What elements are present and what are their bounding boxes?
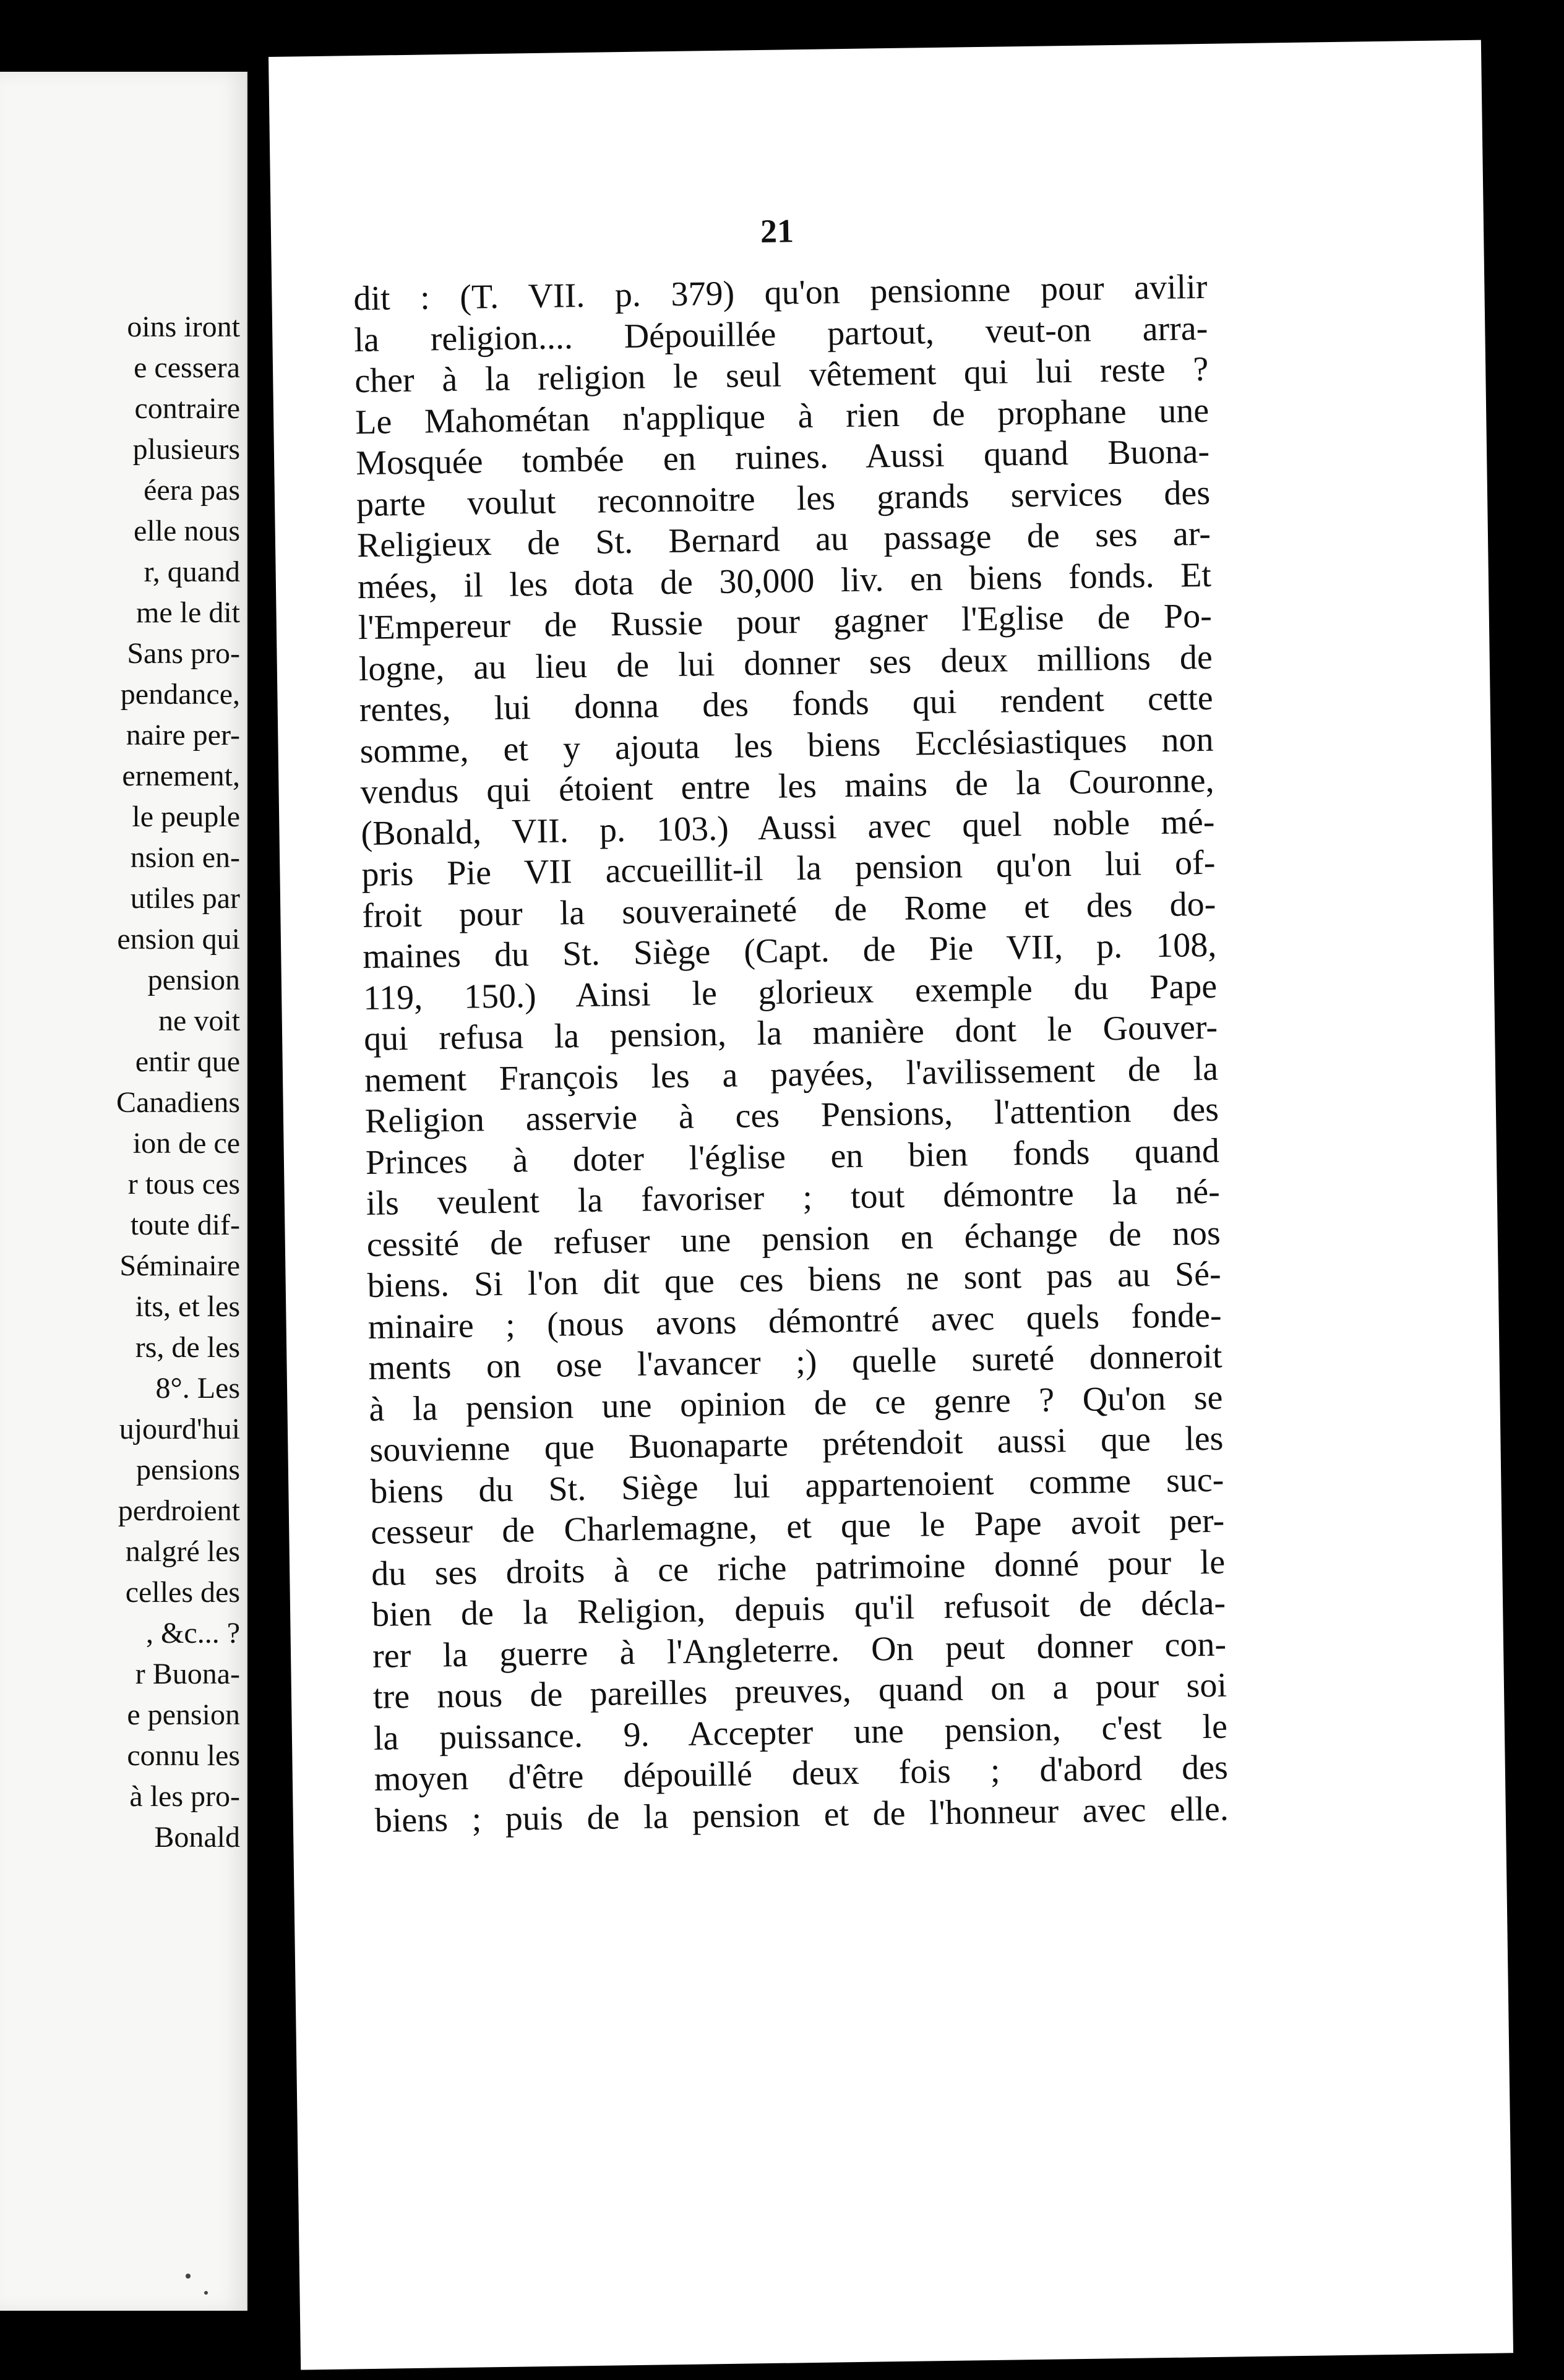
text-line: logne, au lieu de lui donner ses deux millions de	[358, 638, 1213, 688]
text-line: Le Mahométan n'applique à rien de prophane une	[354, 391, 1210, 442]
left-page-line: à les pro-	[129, 1780, 240, 1813]
left-page-line: oins iront	[127, 310, 240, 343]
left-page-line: Séminaire	[119, 1249, 240, 1282]
text-line: vendus qui étoient entre les mains de la Couronne,	[360, 761, 1214, 812]
left-page-line: ion de ce	[132, 1127, 240, 1160]
left-page-line: r tous ces	[127, 1168, 240, 1201]
text-line: bien de la Religion, depuis qu'il refusoit de décla-	[371, 1583, 1226, 1634]
left-page-line: ujourd'hui	[119, 1413, 240, 1445]
left-page-line: pension	[147, 964, 240, 996]
left-page-line: utiles par	[130, 882, 240, 915]
text-line: qui refusa la pension, la manière dont le Gouver-	[363, 1008, 1218, 1058]
left-page-line: Canadiens	[116, 1086, 240, 1119]
left-page-line: r Buona-	[135, 1658, 240, 1690]
left-page-line: toute dif-	[130, 1209, 240, 1241]
text-line: biens ; puis de la pension et de l'honneur avec elle.	[374, 1789, 1229, 1840]
text-line: Religion asservie à ces Pensions, l'attention des	[364, 1090, 1219, 1141]
left-page-line: Sans pro-	[127, 637, 240, 670]
text-line: tre nous de pareilles preuves, quand on a pour soi	[372, 1666, 1227, 1716]
text-line: Mosquée tombée en ruines. Aussi quand Buona-	[355, 432, 1210, 483]
text-line: ments on ose l'avancer ;) quelle sureté donneroit	[368, 1337, 1222, 1387]
text-line: la puissance. 9. Accepter une pension, c'est le	[373, 1707, 1228, 1758]
left-page-line: ension qui	[117, 923, 240, 956]
left-page-line: perdroient	[118, 1494, 240, 1527]
text-line: rer la guerre à l'Angleterre. On peut donner con-	[372, 1625, 1227, 1676]
text-line: du ses droits à ce riche patrimoine donné pour le	[371, 1543, 1226, 1593]
left-page-line: celles des	[125, 1576, 240, 1609]
text-line: cher à la religion le seul vêtement qui lui reste ?	[354, 349, 1209, 401]
left-page-line: connu les	[127, 1739, 240, 1772]
left-page-line: me le dit	[136, 596, 240, 629]
left-page-line: entir que	[135, 1045, 240, 1078]
text-line: rentes, lui donna des fonds qui rendent cette	[359, 678, 1214, 730]
left-page-line: r, quand	[144, 555, 240, 588]
text-line: moyen d'être dépouillé deux fois ; d'abord des	[374, 1748, 1229, 1799]
text-line: minaire ; (nous avons démontré avec quels fonde-	[367, 1296, 1222, 1346]
left-page-line: 8°. Les	[155, 1372, 240, 1405]
text-line: (Bonald, VII. p. 103.) Aussi avec quel noble mé-	[361, 802, 1215, 853]
left-page	[0, 72, 247, 2311]
text-line: 119, 150.) Ainsi le glorieux exemple du Pape	[363, 967, 1218, 1017]
left-page-line: le peuple	[132, 800, 240, 833]
right-page	[269, 40, 1513, 2370]
left-page-line: nsion en-	[130, 841, 240, 874]
left-page-line: pensions	[136, 1453, 240, 1486]
text-line: somme, et y ajouta les biens Ecclésiastiques non	[359, 720, 1214, 771]
page-number: 21	[760, 212, 794, 250]
ink-speck	[186, 2274, 191, 2279]
text-line: ils veulent la favoriser ; tout démontre la né-	[366, 1172, 1221, 1223]
text-line: froit pour la souveraineté de Rome et des do-	[361, 884, 1216, 935]
text-line: cesseur de Charlemagne, et que le Pape avoit per-	[370, 1501, 1225, 1552]
text-line: Religieux de St. Bernard au passage de ses ar-	[356, 514, 1211, 565]
left-page-line: contraire	[134, 392, 240, 425]
left-page-line: Bonald	[154, 1821, 240, 1854]
left-page-line: nalgré les	[125, 1535, 240, 1568]
text-line: maines du St. Siège (Capt. de Pie VII, p. 108,	[362, 925, 1217, 977]
text-line: biens. Si l'on dit que ces biens ne sont pas au Sé-	[367, 1254, 1222, 1305]
text-line: pris Pie VII accueillit-il la pension qu'on lui of-	[361, 843, 1216, 894]
left-page-line: its, et les	[135, 1290, 240, 1323]
ink-speck	[204, 2291, 208, 2295]
left-page-line: ernement,	[122, 760, 240, 792]
text-line: parte voulut reconnoitre les grands services des	[356, 473, 1211, 524]
text-line: dit : (T. VII. p. 379) qu'on pensionne pour avilir	[353, 267, 1208, 319]
text-line: à la pension une opinion de ce genre ? Qu'on se	[369, 1378, 1223, 1429]
text-line: Princes à doter l'église en bien fonds quand	[365, 1131, 1220, 1182]
page-body-text	[353, 267, 1229, 1841]
left-page-line: , &c... ?	[146, 1617, 240, 1650]
left-page-text	[116, 307, 240, 1858]
left-page-line: pendance,	[120, 678, 240, 711]
left-page-line: naire per-	[126, 719, 240, 751]
left-page-line: éera pas	[144, 474, 240, 507]
text-line: cessité de refuser une pension en échange de nos	[366, 1214, 1221, 1264]
text-line: souvienne que Buonaparte prétendoit aussi que les	[369, 1419, 1224, 1470]
left-page-line: rs, de les	[135, 1331, 240, 1364]
text-line: nement François les a payées, l'avilissement de la	[364, 1049, 1219, 1100]
left-page-line: ne voit	[158, 1004, 240, 1037]
left-page-line: plusieurs	[132, 433, 240, 466]
left-page-line: elle nous	[134, 515, 240, 547]
left-page-line: e pension	[127, 1698, 240, 1731]
text-line: l'Empereur de Russie pour gagner l'Eglise de Po-	[358, 596, 1213, 648]
text-line: mées, il les dota de 30,000 liv. en biens fonds. Et	[357, 555, 1212, 606]
text-line: la religion.... Dépouillée partout, veut-on arra-	[353, 309, 1208, 359]
left-page-line: e cessera	[134, 351, 240, 384]
text-line: biens du St. Siège lui appartenoient comme suc-	[369, 1460, 1224, 1511]
